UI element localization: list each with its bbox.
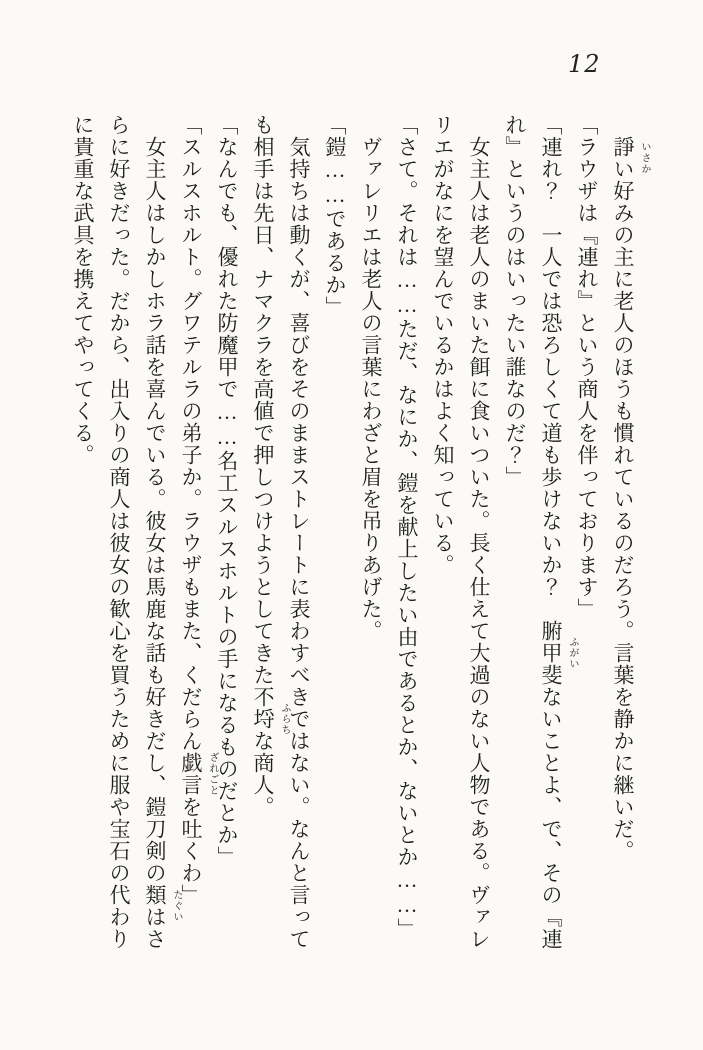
ruby-base: 戯言 ざれごと (179, 752, 218, 796)
text-block (61, 114, 650, 950)
paragraph: 「さて。それは……ただ、なにか、鎧を献上したい由であるとか、ないとか……」 (395, 114, 419, 940)
paragraph: 「連れ？ 一人では恐ろしくて道も歩けないか？ 腑甲斐 ふがい ないことよ、で、その『連れ』というのはいったい誰なのだ？」 (503, 114, 578, 950)
paragraph: ヴァレリエは老人の言葉にわざと眉を吊りあげた。 (359, 136, 383, 642)
paragraph: 「スルスホルト。グワテルラの弟子か。ラウザもまた、くだらん戯言 ざれごと を吐くわ」 (179, 114, 218, 906)
ruby-text: ざれごと (207, 752, 218, 796)
ruby-text: ふがい (567, 636, 578, 670)
paragraph: 気持ちは動くが、喜びをそのままストレートに表わすべきではない。なんと言っても相手は先日、ナマクラを高値で押しつけようとしてきた不埒 ふらち な商人。 (251, 114, 311, 950)
ruby-base: 腑甲斐 ふがい (539, 620, 578, 686)
paragraph: 「なんでも、優れた防魔甲で……名工スルスホルトの手になるものだとか」 (215, 114, 239, 868)
page-number: 12 (568, 50, 601, 78)
ruby-text: ふらち (279, 702, 290, 736)
ruby-base: 不埒 ふらち (251, 686, 275, 730)
paragraph: 女主人はしかしホラ話を喜んでいる。彼女は馬鹿な話も好きだし、鎧刀剣の類 たぐい はさらに好きだった。だから、出入りの商人は彼女の歓心を買うために服や宝石の代わりに貴重な武具を携えてやってくる。 (71, 114, 182, 950)
paragraph: 女主人は老人のまいた餌に食いついた。長く仕えて大過のない人物である。ヴァレリエがなにを望んでいるかはよく知っている。 (431, 114, 491, 950)
ruby-base: 諍 いさか (611, 136, 635, 158)
ruby-text: いさか (639, 141, 650, 175)
paragraph: 「ラウザは『連れ』という商人を伴っております」 (575, 114, 599, 620)
paragraph: 「鎧……であるか」 (323, 114, 347, 318)
paragraph: 諍 いさか い好みの主に老人のほうも慣れているのだろう。言葉を静かに継いだ。 (605, 114, 641, 950)
ruby-text: たぐい (171, 889, 182, 923)
ruby-base: 類 たぐい (143, 884, 167, 906)
